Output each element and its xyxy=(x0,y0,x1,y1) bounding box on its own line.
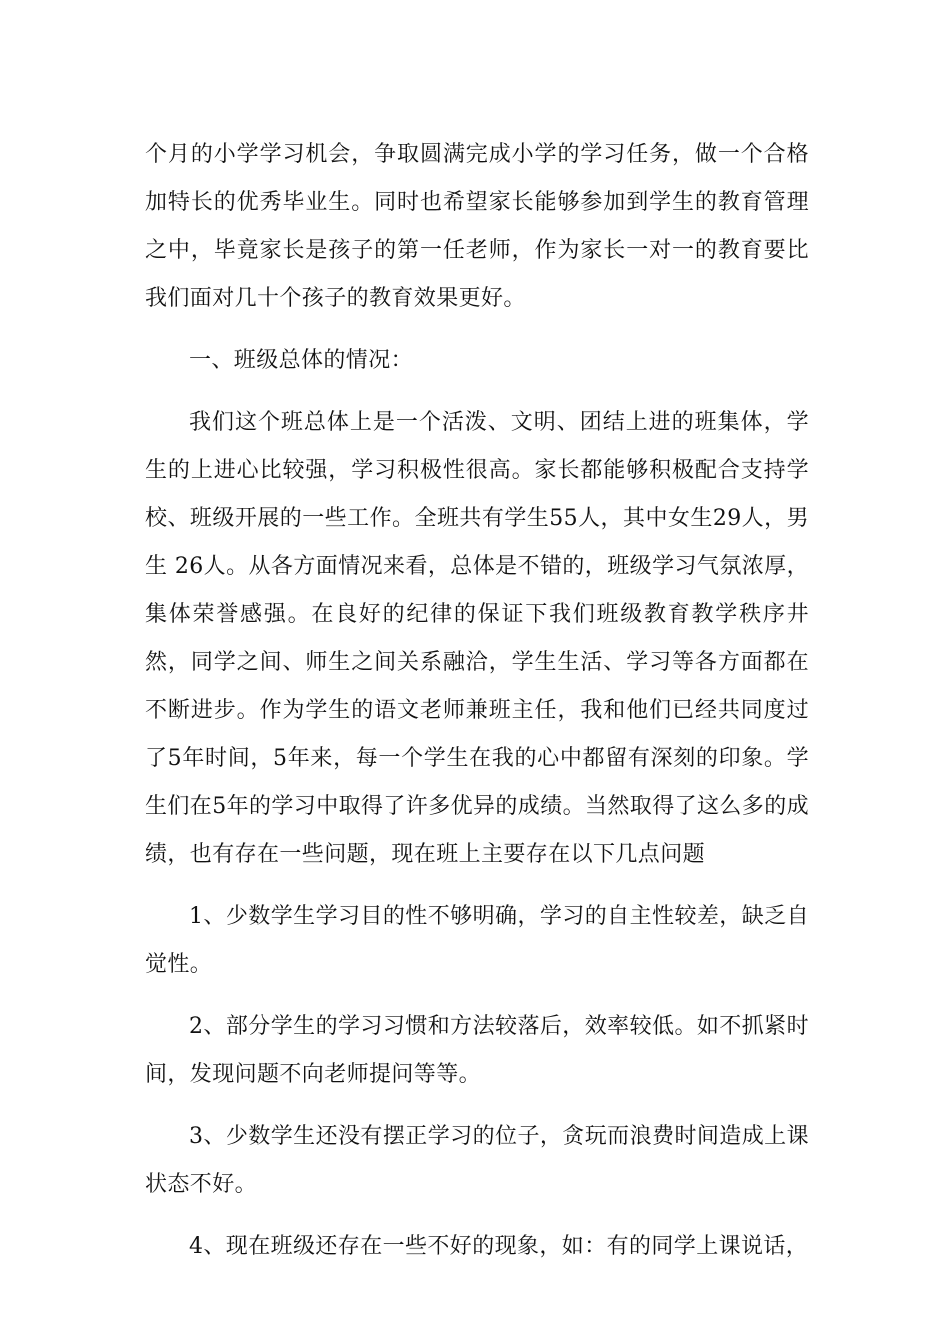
section-heading: 一、班级总体的情况： xyxy=(189,348,414,373)
list-item-problem-4: 4、现在班级还存在一些不好的现象，如：有的同学上课说话， xyxy=(189,1234,809,1259)
paragraph-class-overview: 我们这个班总体上是一个活泼、文明、团结上进的班集体，学生的上进心比较强，学习积极性很高。家长都能够积极配合支持学校、班级开展的一些工作。全班共有学生55人，其中女生29人，男生 26人。从各方面情况来看，总体是不错的，班级学习气氛浓厚，集体荣誉感强。在良好的纪律的保证下我们班级教育教学秩序井然，同学之间、师生之间关系融洽，学生生活、学习等各方面都在不断进步。作为学生的语文老师兼班主任，我和他们已经共同度过了5年时间，5年来，每一个学生在我的心中都留有深刻的印象。学生们在5年的学习中取得了许多优异的成绩。当然取得了这么多的成绩，也有存在一些问题，现在班上主要存在以下几点问题 xyxy=(145,410,809,867)
document-body xyxy=(145,131,809,1285)
list-item-problem-3: 3、少数学生还没有摆正学习的位子，贪玩而浪费时间造成上课状态不好。 xyxy=(145,1124,809,1197)
paragraph-continuation: 个月的小学学习机会，争取圆满完成小学的学习任务，做一个合格加特长的优秀毕业生。同时也希望家长能够参加到学生的教育管理之中，毕竟家长是孩子的第一任老师，作为家长一对一的教育要比我们面对几十个孩子的教育效果更好。 xyxy=(145,142,809,311)
list-item-problem-1: 1、少数学生学习目的性不够明确，学习的自主性较差，缺乏自觉性。 xyxy=(145,904,809,977)
list-item-problem-2: 2、部分学生的学习习惯和方法较落后，效率较低。如不抓紧时间，发现问题不向老师提问等等。 xyxy=(145,1014,809,1087)
